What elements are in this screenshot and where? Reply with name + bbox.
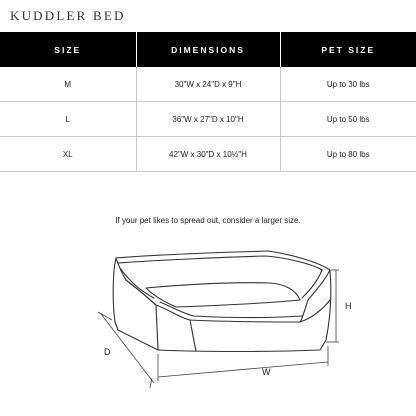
cell-dimensions: 36"W x 27"D x 10"H	[136, 102, 280, 137]
cell-size: L	[0, 102, 136, 137]
cell-pet-size: Up to 30 lbs	[280, 67, 416, 102]
table-row	[0, 137, 416, 172]
depth-label: D	[104, 347, 111, 357]
table-header-row	[0, 32, 416, 67]
header-pet-size: PET SIZE	[280, 32, 416, 67]
size-chart-table	[0, 32, 416, 172]
cell-dimensions: 42"W x 30"D x 10½"H	[136, 137, 280, 172]
table-row	[0, 67, 416, 102]
height-label: H	[345, 301, 352, 311]
cell-size: XL	[0, 137, 136, 172]
cell-pet-size: Up to 50 lbs	[280, 102, 416, 137]
sizing-note: If your pet likes to spread out, consider a larger size.	[115, 216, 301, 225]
dimension-lines	[98, 270, 339, 388]
header-size: SIZE	[0, 32, 136, 67]
cell-dimensions: 30"W x 24"D x 9"H	[136, 67, 280, 102]
width-label: W	[262, 367, 271, 377]
table-row	[0, 102, 416, 137]
cell-size: M	[0, 67, 136, 102]
bed-illustration	[113, 251, 331, 352]
header-dimensions: DIMENSIONS	[136, 32, 280, 67]
bed-dimension-diagram	[90, 238, 366, 398]
page-title: KUDDLER BED	[10, 8, 126, 23]
cell-pet-size: Up to 80 lbs	[280, 137, 416, 172]
